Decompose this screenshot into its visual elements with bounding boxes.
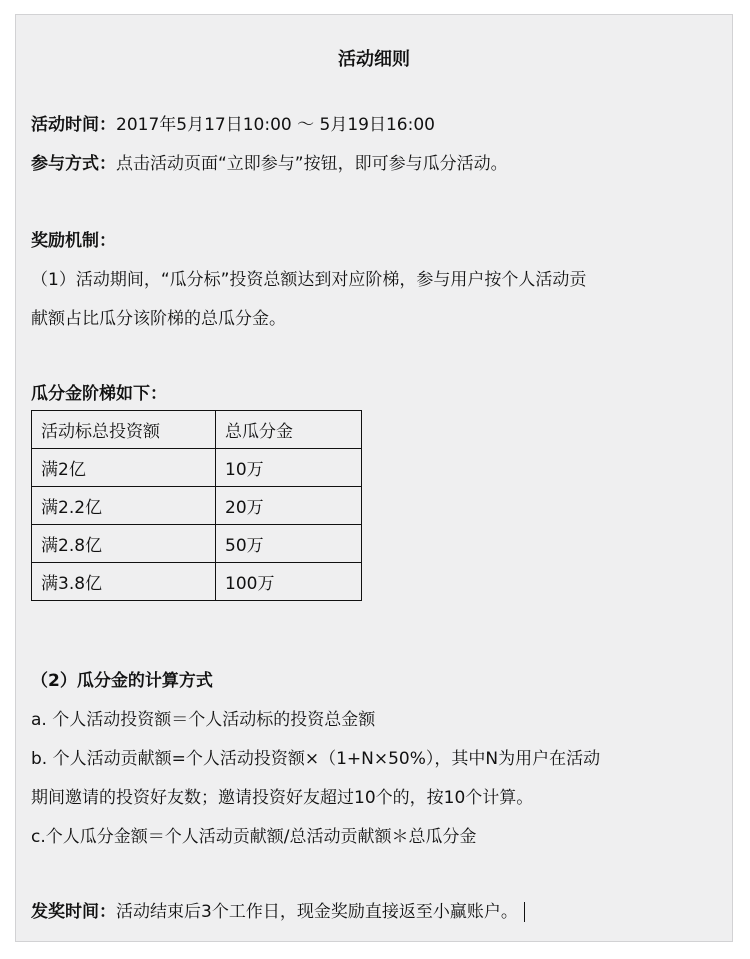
reward-heading: 奖励机制： bbox=[31, 231, 116, 251]
table-cell: 满2.8亿 bbox=[32, 525, 216, 563]
activity-time-value: 2017年5月17日10:00 ～ 5月19日16:00 bbox=[116, 115, 435, 135]
participation-label: 参与方式： bbox=[31, 154, 116, 174]
reward-rule1-line2: 献额占比瓜分该阶梯的总瓜分金。 bbox=[31, 309, 286, 329]
table-row bbox=[32, 525, 362, 563]
participation-value: 点击活动页面“立即参与”按钮，即可参与瓜分活动。 bbox=[116, 154, 508, 174]
calculation-line-a: a. 个人活动投资额＝个人活动标的投资总金额 bbox=[31, 710, 376, 730]
activity-time-line bbox=[31, 113, 435, 137]
table-row bbox=[32, 487, 362, 525]
table-cell: 50万 bbox=[216, 525, 362, 563]
table-row bbox=[32, 449, 362, 487]
table-cell: 20万 bbox=[216, 487, 362, 525]
table-cell: 满2.2亿 bbox=[32, 487, 216, 525]
table-cell: 100万 bbox=[216, 563, 362, 601]
ladder-table bbox=[31, 410, 362, 601]
table-header-cell: 总瓜分金 bbox=[216, 411, 362, 449]
award-time-label: 发奖时间： bbox=[31, 902, 116, 922]
table-cell: 满3.8亿 bbox=[32, 563, 216, 601]
calculation-line-c: c.个人瓜分金额＝个人活动贡献额/总活动贡献额＊总瓜分金 bbox=[31, 827, 477, 847]
calculation-line-b2: 期间邀请的投资好友数；邀请投资好友超过10个的，按10个计算。 bbox=[31, 788, 534, 808]
table-header-row bbox=[32, 411, 362, 449]
award-time-line bbox=[31, 900, 525, 924]
rules-panel bbox=[15, 14, 733, 942]
calculation-heading: （2）瓜分金的计算方式 bbox=[31, 671, 213, 691]
ladder-heading: 瓜分金阶梯如下： bbox=[31, 384, 167, 404]
reward-rule1-line1: （1）活动期间，“瓜分标”投资总额达到对应阶梯，参与用户按个人活动贡 bbox=[31, 270, 587, 290]
text-cursor bbox=[524, 902, 526, 922]
page-title: 活动细则 bbox=[338, 49, 410, 70]
table-row bbox=[32, 563, 362, 601]
participation-line bbox=[31, 152, 508, 176]
calculation-line-b1: b. 个人活动贡献额=个人活动投资额×（1+N×50%），其中N为用户在活动 bbox=[31, 749, 601, 769]
award-time-value: 活动结束后3个工作日，现金奖励直接返至小赢账户。 bbox=[116, 902, 518, 922]
activity-time-label: 活动时间： bbox=[31, 115, 116, 135]
table-header-cell: 活动标总投资额 bbox=[32, 411, 216, 449]
table-cell: 满2亿 bbox=[32, 449, 216, 487]
table-cell: 10万 bbox=[216, 449, 362, 487]
